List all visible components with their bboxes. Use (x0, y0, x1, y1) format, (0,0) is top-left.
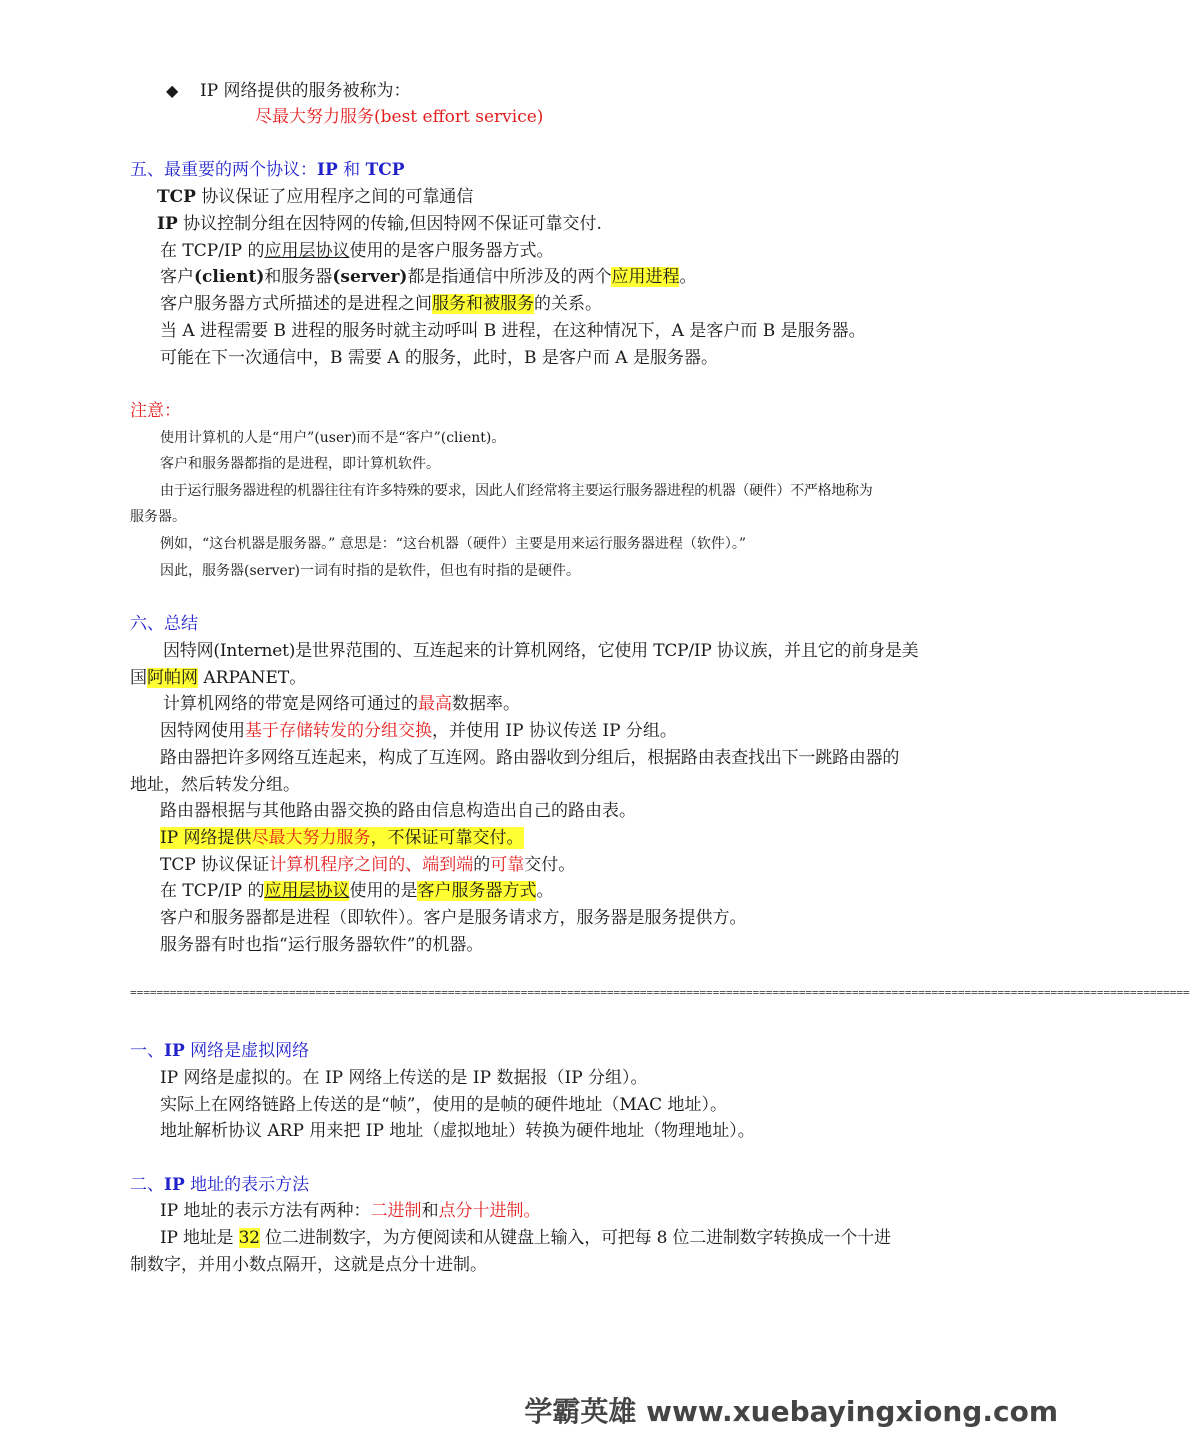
section-2-heading: 二、IP 地址的表示方法 (130, 1175, 310, 1195)
s2-line-1: IP 地址的表示方法有两种：二进制和点分十进制。 (160, 1201, 541, 1221)
s6-line-2: 计算机网络的带宽是网络可通过的最高数据率。 (163, 694, 520, 714)
s6-line-9: 客户和服务器都是进程（即软件）。客户是服务请求方，服务器是服务提供方。 (160, 908, 747, 928)
s6-line-4: 路由器把许多网络互连起来，构成了互连网。路由器收到分组后，根据路由表查找出下一跳路由器的 (160, 748, 900, 768)
note-heading: 注意： (130, 401, 181, 421)
section-5-heading: 五、最重要的两个协议：IP 和 TCP (130, 160, 405, 180)
note-line-1: 使用计算机的人是“用户”(user)而不是“客户”(client)。 (160, 430, 506, 446)
s5-line-4: 客户(client)和服务器(server)都是指通信中所涉及的两个应用进程。 (160, 267, 697, 287)
s5-line-7: 可能在下一次通信中，B 需要 A 的服务，此时，B 是客户而 A 是服务器。 (160, 348, 718, 368)
intro-line: IP 网络提供的服务被称为： (200, 81, 411, 101)
s6-line-1b: 国阿帕网 ARPANET。 (130, 668, 307, 688)
s5-line-3: 在 TCP/IP 的应用层协议使用的是客户服务器方式。 (160, 241, 554, 261)
s2-line-3: 制数字，并用小数点隔开，这就是点分十进制。 (130, 1255, 487, 1275)
s6-line-3: 因特网使用基于存储转发的分组交换，并使用 IP 协议传送 IP 分组。 (160, 721, 677, 741)
note-line-2: 客户和服务器都指的是进程，即计算机软件。 (160, 456, 440, 472)
note-line-3b: 服务器。 (130, 509, 186, 525)
s2-line-2: IP 地址是 32 位二进制数字，为方便阅读和从键盘上输入，可把每 8 位二进制数字转换成一个十进 (160, 1228, 891, 1248)
s6-line-6: IP 网络提供尽最大努力服务，不保证可靠交付。 (160, 828, 524, 848)
s6-line-4b: 地址，然后转发分组。 (130, 775, 300, 795)
s5-line-1: TCP 协议保证了应用程序之间的可靠通信 (157, 187, 474, 207)
section-1-heading: 一、IP 网络是虚拟网络 (130, 1041, 310, 1061)
s6-line-8: 在 TCP/IP 的应用层协议使用的是客户服务器方式。 (160, 881, 554, 901)
s6-line-1: 因特网(Internet)是世界范围的、互连起来的计算机网络，它使用 TCP/IP 协议族，并且它的前身是美 (163, 641, 919, 661)
s1-line-1: IP 网络是虚拟的。在 IP 网络上传送的是 IP 数据报（IP 分组）。 (160, 1068, 648, 1088)
section-6-heading: 六、总结 (130, 614, 198, 634)
note-line-5: 因此，服务器(server)一词有时指的是软件，但也有时指的是硬件。 (160, 563, 580, 579)
s1-line-3: 地址解析协议 ARP 用来把 IP 地址（虚拟地址）转换为硬件地址（物理地址）。 (160, 1121, 755, 1141)
s5-line-6: 当 A 进程需要 B 进程的服务时就主动呼叫 B 进程，在这种情况下，A 是客户而 B 是服务器。 (160, 321, 866, 341)
s6-line-10: 服务器有时也指“运行服务器软件”的机器。 (160, 935, 484, 955)
s5-line-2: IP 协议控制分组在因特网的传输,但因特网不保证可靠交付. (157, 214, 602, 234)
s6-line-7: TCP 协议保证计算机程序之间的、端到端的可靠交付。 (160, 855, 576, 875)
best-effort-line: 尽最大努力服务(best effort service) (255, 107, 544, 127)
watermark: 学霸英雄 www.xuebayingxiong.com (524, 1395, 1058, 1428)
separator-line: ================================================================================================================================================================ (130, 986, 1190, 999)
s1-line-2: 实际上在网络链路上传送的是“帧”，使用的是帧的硬件地址（MAC 地址）。 (160, 1095, 727, 1115)
bullet-diamond-icon: ◆ (166, 81, 179, 100)
s6-line-5: 路由器根据与其他路由器交换的路由信息构造出自己的路由表。 (160, 801, 636, 821)
note-line-4: 例如，“这台机器是服务器。” 意思是：“这台机器（硬件）主要是用来运行服务器进程（软件）。” (160, 536, 747, 552)
note-line-3: 由于运行服务器进程的机器往往有许多特殊的要求，因此人们经常将主要运行服务器进程的机器（硬件）不严格地称为 (160, 483, 873, 499)
s5-line-5: 客户服务器方式所描述的是进程之间服务和被服务的关系。 (160, 294, 602, 314)
